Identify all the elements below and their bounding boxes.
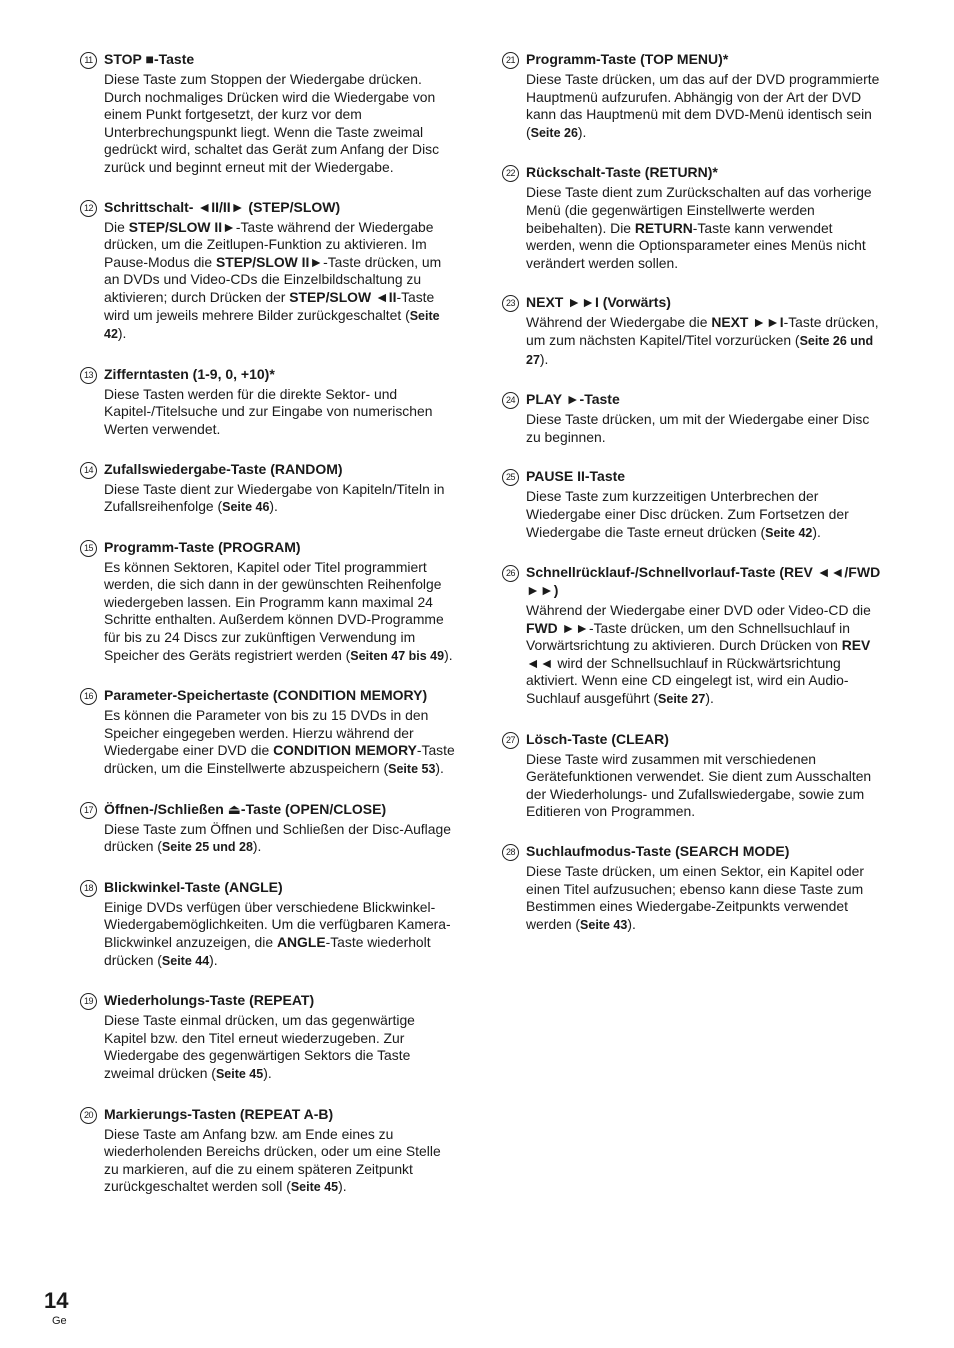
item-number: 23 [502,295,519,312]
entry-11 [80,50,458,177]
item-number: 12 [80,200,97,217]
item-number: 11 [80,52,97,69]
entry-26 [502,563,882,709]
entry-heading: Parameter-Speichertaste (CONDITION MEMORY) [104,687,428,704]
entry-heading: Öffnen-/Schließen ⏏-Taste (OPEN/CLOSE) [104,800,387,817]
entry-15 [80,538,458,666]
entry-24 [502,390,882,446]
item-number: 26 [502,565,519,582]
entry-text: Diese Taste einmal drücken, um das gegenwärtige Kapitel bzw. den Titel erneut wiederzugeben. Zur Wiedergabe des gegenwärtigen Sektors die Taste zweimal drücken (Seite 45). [104,1012,415,1081]
entry-heading: Programm-Taste (PROGRAM) [104,538,301,555]
entry-heading: Lösch-Taste (CLEAR) [526,730,669,747]
item-number: 17 [80,802,97,819]
entry-text: Es können Sektoren, Kapitel oder Titel programmiert werden, die sich dann in der gewünschten Reihenfolge wiedergeben lassen. Ein Programm kann maximal 24 Schritte enthalten. Außerdem können DVD-Programme für bis zu 24 Discs zur zukünftigen Verwendung im Speicher des Geräts registriert werden (Seiten 47 bis 49). [104,558,453,663]
item-number: 19 [80,993,97,1010]
item-number: 28 [502,844,519,861]
entry-text: Diese Taste drücken, um mit der Wiedergabe einer Disc zu beginnen. [526,411,870,445]
entry-text: Diese Tasten werden für die direkte Sektor- und Kapitel-/Titelsuche und zur Eingabe von numerischen Werten verwendet. [104,385,433,437]
entry-text: Einige DVDs verfügen über verschiedene Blickwinkel- Wiedergabemöglichkeiten. Um die verfügbaren Kamera-Blickwinkel anzuzeigen, die ANGLE-Taste wiederholt drücken (Seite 44). [104,898,451,968]
item-number: 13 [80,367,97,384]
entry-heading: Zufallswiedergabe-Taste (RANDOM) [104,460,343,477]
entry-17 [80,800,458,857]
item-number: 16 [80,688,97,705]
entry-text: Diese Taste zum kurzzeitigen Unterbrechen der Wiedergabe einer Disc drücken. Zum Fortsetzen der Wiedergabe die Taste erneut drücken (Seite 42). [526,488,849,540]
entry-21 [502,50,882,142]
entry-heading: STOP ■-Taste [104,51,195,67]
entry-19 [80,991,458,1083]
item-number: 25 [502,469,519,486]
item-number: 14 [80,462,97,479]
entry-heading: Schrittschalt- ◄II/II► (STEP/SLOW) [104,198,341,215]
entry-heading: NEXT ►►I (Vorwärts) [526,294,671,311]
entry-heading: PAUSE II-Taste [526,468,626,485]
entry-heading: PLAY ►-Taste [526,391,620,408]
entry-text: Diese Taste drücken, um einen Sektor, ein Kapitel oder einen Titel aufzusuchen; ebenso kann diese Taste zum Bestimmen eines Wiedergabe-Zeitpunkts verwendet werden (Seite 43). [526,863,864,932]
item-number: 22 [502,165,519,182]
item-number: 20 [80,1107,97,1124]
entry-13 [80,365,458,439]
entry-text: Während der Wiedergabe einer DVD oder Video-CD die FWD ►►-Taste drücken, um den Schnellsuchlauf in Vorwärtsrichtung zu aktivieren. Durch Drücken von REV ◄◄ wird der Schnellsuchlauf in Rückwärtsrichtung aktiviert. Wenn eine CD eingelegt ist, wird ein Audio-Suchlauf ausgeführt (Seite 27). [526,602,871,707]
entry-16 [80,686,458,778]
entry-14 [80,460,458,517]
entry-text: Diese Taste dient zum Zurückschalten auf das vorherige Menü (die gegenwärtigen Einstellwerte werden beibehalten). Die RETURN-Taste kann verwendet werden, wenn die Optionsparameter eines Menüs nicht verändert werden sollen. [526,184,872,271]
entry-23 [502,293,882,369]
item-number: 24 [502,392,519,409]
item-number: 18 [80,880,97,897]
entry-text: Die STEP/SLOW II►-Taste während der Wiedergabe drücken, um die Zeitlupen-Funktion zu aktivieren. Im Pause-Modus die STEP/SLOW II►-Taste drücken, um an DVDs und Video-CDs die Einzelbildschaltung zu aktivieren; durch Drücken der STEP/SLOW ◄II-Taste wird um jeweils mehrere Bilder zurückgeschaltet (Seite 42). [104,218,442,342]
language-code: Ge [52,1315,67,1327]
entry-text: Diese Taste dient zur Wiedergabe von Kapiteln/Titeln in Zufallsreihenfolge (Seite 46). [104,480,445,515]
entry-heading: Blickwinkel-Taste (ANGLE) [104,878,283,895]
entry-text: Es können die Parameter von bis zu 15 DVDs in den Speicher eingegeben werden. Hierzu während der Wiedergabe einer DVD die CONDITION MEMORY-Taste drücken, um die Einstellwerte abzuspeichern (Seite 53). [104,707,455,777]
entry-text: Während der Wiedergabe die NEXT ►►I-Taste drücken, um zum nächsten Kapitel/Titel vorzurücken (Seite 26 und 27). [526,314,879,367]
entry-text: Diese Taste drücken, um das auf der DVD programmierte Hauptmenü aufzurufen. Abhängig von der Art der DVD kann das Hauptmenü mit dem DVD-Menü identisch sein (Seite 26). [526,71,880,140]
item-number: 15 [80,540,97,557]
entry-25 [502,467,882,542]
entry-22 [502,163,882,272]
entry-text: Diese Taste am Anfang bzw. am Ende eines zu wiederholenden Bereichs drücken, oder um eine Stelle zu markieren, auf die zu einem späteren Zeitpunkt zurückgeschaltet werden soll (Seite 45). [104,1125,441,1195]
entry-heading: Suchlaufmodus-Taste (SEARCH MODE) [526,843,790,860]
entry-heading: Markierungs-Tasten (REPEAT A-B) [104,1105,334,1122]
entry-heading: Schnellrücklauf-/Schnellvorlauf-Taste (REV ◄◄/FWD ►►) [526,564,881,599]
entry-text: Diese Taste zum Stoppen der Wiedergabe drücken. Durch nochmaliges Drücken wird die Wiedergabe von einem Punkt fortgesetzt, der kurz vor dem Unterbrechungspunkt liegt. Wenn die Taste zweimal gedrückt wird, schaltet das Gerät zum Anfang der Disc zurück und beginnt erneut mit der Wiedergabe. [104,71,440,175]
entry-18 [80,878,458,970]
entry-heading: Programm-Taste (TOP MENU)* [526,51,729,67]
entry-heading: Zifferntasten (1-9, 0, +10)* [104,365,275,382]
entry-heading: Wiederholungs-Taste (REPEAT) [104,992,315,1009]
item-number: 21 [502,52,519,69]
item-number: 27 [502,732,519,749]
entry-text: Diese Taste wird zusammen mit verschiedenen Gerätefunktionen verwendet. Sie dient zum Ausschalten der Wiederholungs- und Zufallswiedergabe, sowie zum Editieren von Programmen. [526,750,872,820]
entry-12 [80,198,458,344]
entry-27 [502,730,882,821]
entry-20 [80,1105,458,1197]
page-number: 14 [44,1288,69,1313]
left-column [80,50,458,1197]
entry-28 [502,842,882,934]
entry-heading: Rückschalt-Taste (RETURN)* [526,164,718,181]
entry-text: Diese Taste zum Öffnen und Schließen der Disc-Auflage drücken (Seite 25 und 28). [104,820,451,855]
right-column [502,50,882,934]
